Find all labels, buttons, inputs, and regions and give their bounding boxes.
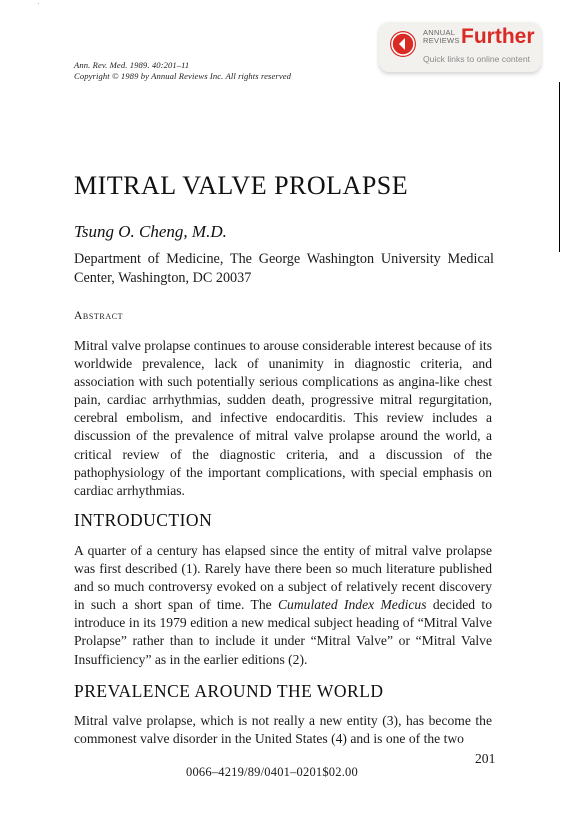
author-affiliation: Department of Medicine, The George Washington University Medical Center, Washington, DC 20037 (74, 251, 494, 286)
abstract-text: Mitral valve prolapse continues to arouse considerable interest because of its worldwide prevalence, lack of unanimity in diagnostic criteria, and association with such potentially serious complications as angina-like chest pain, cardiac arrhythmias, sudden death, progressive mitral regurgitation, cerebral embolism, and infective endocarditis. This review includes a discussion of the prevalence of mitral valve prolapse around the world, a critical review of the diagnostic criteria, and a discussion of the pathophysiology of the important complications, with special emphasis on cardiac arrhythmias. (74, 338, 492, 498)
introduction-heading: INTRODUCTION (74, 510, 213, 530)
badge-further-label: Further (461, 25, 535, 48)
copyright-line: Copyright © 1989 by Annual Reviews Inc. All rights reserved (74, 71, 292, 81)
page-number: 201 (475, 751, 496, 766)
badge-subtitle: Quick links to online content (423, 54, 531, 64)
article-title: MITRAL VALVE PROLAPSE (74, 171, 409, 200)
badge-brand (423, 29, 460, 45)
intro-text-part1: A quarter of a century has elapsed since the entity of mitral valve prolapse was first described (1). Rarely have there been so much literature published and so much controversy evoked on a subject of relatively recent discovery in such a short span of time. The (74, 543, 492, 613)
index-medicus-title: Cumulated Index Medicus (277, 597, 427, 613)
scan-mark (38, 3, 39, 4)
intro-text-part2: decided to introduce in its 1979 edition a new medical subject heading of “Mitral Valve Prolapse” rather than to include it under “Mitral Valve” or “Mitral Valve Insufficiency” as in the earlier editions (2). (74, 597, 492, 667)
article-code: 0066–4219/89/0401–0201$02.00 (186, 765, 358, 779)
journal-citation: Ann. Rev. Med. 1989. 40:201–11 (74, 60, 190, 70)
introduction-paragraph (74, 542, 492, 669)
further-badge[interactable] (379, 22, 541, 72)
margin-rule (559, 82, 560, 252)
prevalence-heading: PREVALENCE AROUND THE WORLD (74, 681, 384, 701)
abstract-heading: Abstract (74, 310, 124, 322)
prevalence-paragraph: Mitral valve prolapse, which is not really a new entity (3), has become the commonest valve disorder in the United States (4) and is one of the two (74, 713, 492, 747)
badge-reviews-label: REVIEWS (423, 36, 460, 45)
play-arrow-icon (390, 31, 416, 57)
badge-annual-label: ANNUAL (423, 28, 456, 37)
author-name: Tsung O. Cheng, M.D. (74, 222, 227, 241)
